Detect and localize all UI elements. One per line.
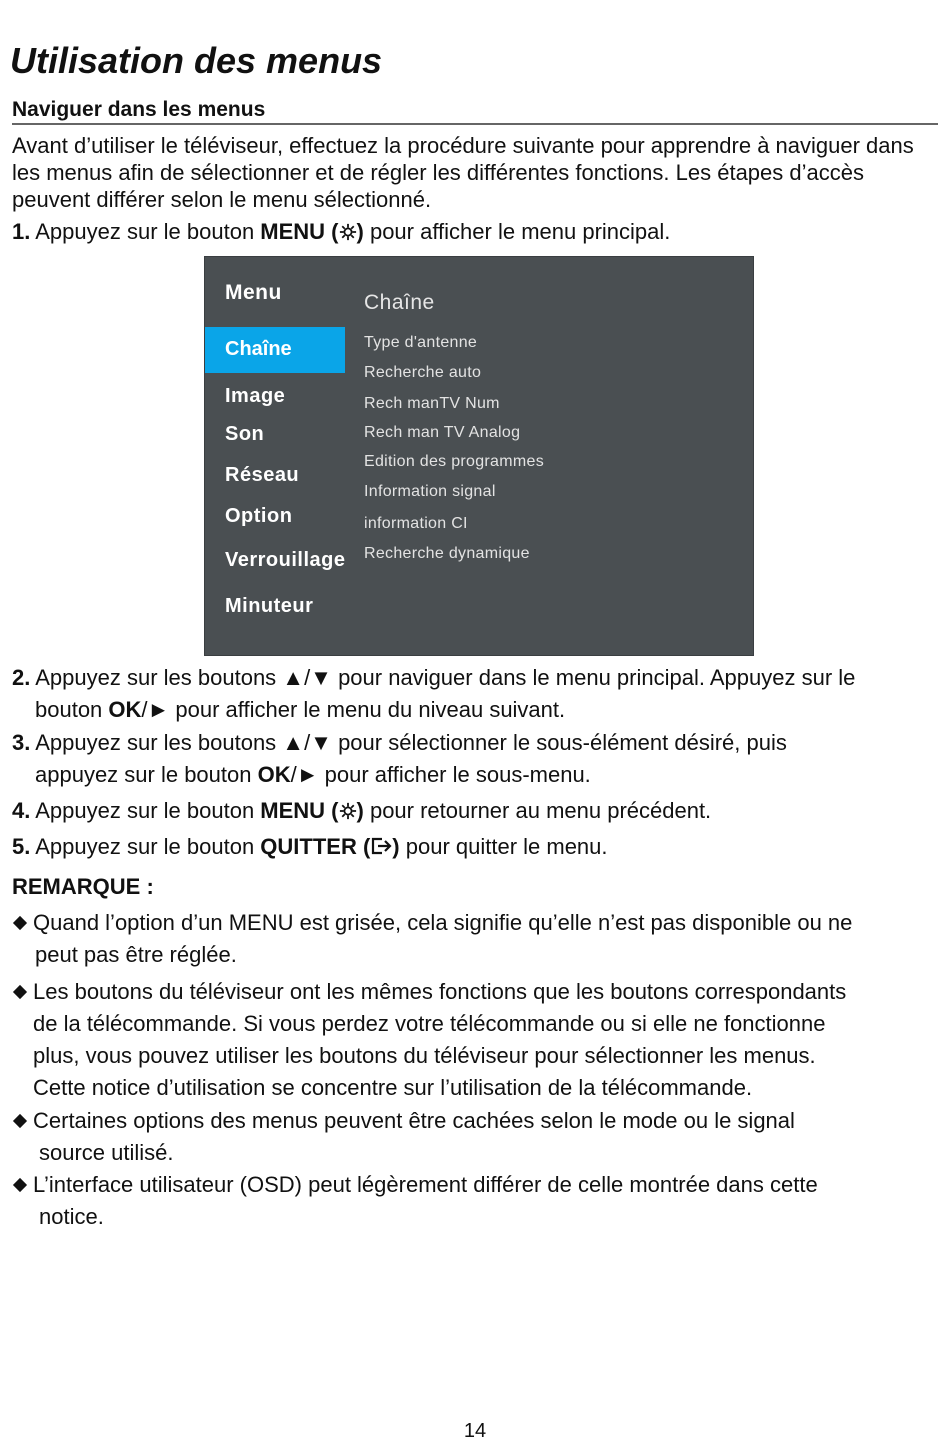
- step-number: 4.: [12, 798, 31, 823]
- note-text: plus, vous pouvez utiliser les boutons du téléviseur pour sélectionner les menus.: [33, 1043, 816, 1068]
- gear-icon: [339, 802, 357, 820]
- note-4: [12, 1169, 942, 1233]
- key-label: OK: [108, 697, 142, 722]
- note-text: peut pas être réglée.: [35, 942, 237, 967]
- note-text: de la télécommande. Si vous perdez votre télécommande ou si elle ne fonctionne: [33, 1011, 826, 1036]
- bullet-diamond-icon: [13, 1114, 27, 1128]
- osd-item-minuteur[interactable]: Minuteur: [225, 595, 314, 617]
- note-text: notice.: [39, 1204, 104, 1229]
- osd-submenu-title: Chaîne: [364, 291, 435, 314]
- step-text: Appuyez sur le bouton: [30, 219, 261, 244]
- step-text: appuyez sur le bouton: [35, 762, 258, 787]
- step-4: [12, 795, 942, 827]
- osd-subitem-recherche-auto[interactable]: Recherche auto: [364, 364, 482, 381]
- step-text: Appuyez sur le bouton: [30, 834, 261, 859]
- osd-subitem-edition-programmes[interactable]: Edition des programmes: [364, 453, 545, 470]
- step-number: 2.: [12, 665, 31, 690]
- osd-item-option[interactable]: Option: [225, 505, 293, 527]
- osd-item-verrouillage[interactable]: Verrouillage: [225, 549, 346, 571]
- step-text: /► pour afficher le menu du niveau suivant.: [141, 697, 566, 722]
- bullet-diamond-icon: [13, 985, 27, 999]
- step-text: /► pour afficher le sous-menu.: [290, 762, 591, 787]
- osd-subitem-rech-tv-num[interactable]: Rech manTV Num: [364, 395, 500, 412]
- key-label: OK: [257, 762, 291, 787]
- note-text: Cette notice d’utilisation se concentre sur l’utilisation de la télécommande.: [33, 1075, 753, 1100]
- osd-item-chaine-selected[interactable]: [205, 327, 345, 373]
- osd-subitem-recherche-dynamique[interactable]: Recherche dynamique: [364, 545, 530, 562]
- page-number: 14: [463, 1420, 487, 1442]
- note-3: [12, 1105, 942, 1169]
- osd-subitem-information-ci[interactable]: information CI: [364, 515, 468, 532]
- step-text: pour afficher le menu principal.: [363, 219, 671, 244]
- bullet-diamond-icon: [13, 1178, 27, 1192]
- osd-item-reseau[interactable]: Réseau: [225, 464, 300, 486]
- key-label-end: ): [356, 219, 364, 244]
- step-3: [12, 727, 942, 791]
- note-text: L’interface utilisateur (OSD) peut légèrement différer de celle montrée dans cette: [33, 1172, 818, 1197]
- step-5: [12, 831, 942, 863]
- exit-icon: [370, 836, 392, 856]
- osd-item-son[interactable]: Son: [225, 423, 265, 445]
- step-text: Appuyez sur le bouton: [30, 798, 261, 823]
- key-label-end: ): [392, 834, 400, 859]
- step-number: 3.: [12, 730, 31, 755]
- key-label: MENU (: [260, 798, 339, 823]
- section-heading: Naviguer dans les menus: [12, 98, 938, 125]
- osd-menu-title: Menu: [225, 281, 282, 304]
- step-text: pour quitter le menu.: [399, 834, 608, 859]
- page-title: Utilisation des menus: [10, 40, 383, 81]
- osd-subitem-type-antenne[interactable]: Type d'antenne: [364, 334, 478, 351]
- step-number: 5.: [12, 834, 31, 859]
- note-text: source utilisé.: [39, 1140, 174, 1165]
- osd-subitem-information-signal[interactable]: Information signal: [364, 483, 496, 500]
- intro-paragraph: Avant d’utiliser le téléviseur, effectuez la procédure suivante pour apprendre à naviguer dans les menus afin de sélectionner et de régler les différentes fonctions. Les étapes d’accès peuvent différer selon le menu sélectionné.: [12, 133, 914, 212]
- note-text: Certaines options des menus peuvent être cachées selon le mode ou le signal: [33, 1108, 795, 1133]
- step-text: Appuyez sur les boutons ▲/▼ pour sélectionner le sous-élément désiré, puis: [30, 730, 787, 755]
- osd-menu: [204, 256, 754, 656]
- bullet-diamond-icon: [13, 916, 27, 930]
- step-text: pour retourner au menu précédent.: [363, 798, 712, 823]
- key-label: QUITTER (: [260, 834, 371, 859]
- gear-icon: [339, 223, 357, 241]
- osd-item-label: Chaîne: [225, 338, 292, 360]
- step-2: [12, 662, 942, 726]
- step-text: Appuyez sur les boutons ▲/▼ pour naviguer dans le menu principal. Appuyez sur le: [30, 665, 856, 690]
- note-text: Quand l’option d’un MENU est grisée, cela signifie qu’elle n’est pas disponible ou ne: [33, 910, 853, 935]
- osd-subitem-rech-tv-analog[interactable]: Rech man TV Analog: [364, 424, 521, 441]
- step-number: 1.: [12, 219, 31, 244]
- note-heading: REMARQUE :: [12, 874, 154, 899]
- step-text: bouton: [35, 697, 109, 722]
- step-1: [12, 216, 942, 248]
- note-1: [12, 907, 942, 971]
- note-text: Les boutons du téléviseur ont les mêmes fonctions que les boutons correspondants: [33, 979, 847, 1004]
- key-label: MENU (: [260, 219, 339, 244]
- note-2: [12, 976, 942, 1104]
- osd-item-image[interactable]: Image: [225, 385, 286, 407]
- key-label-end: ): [356, 798, 364, 823]
